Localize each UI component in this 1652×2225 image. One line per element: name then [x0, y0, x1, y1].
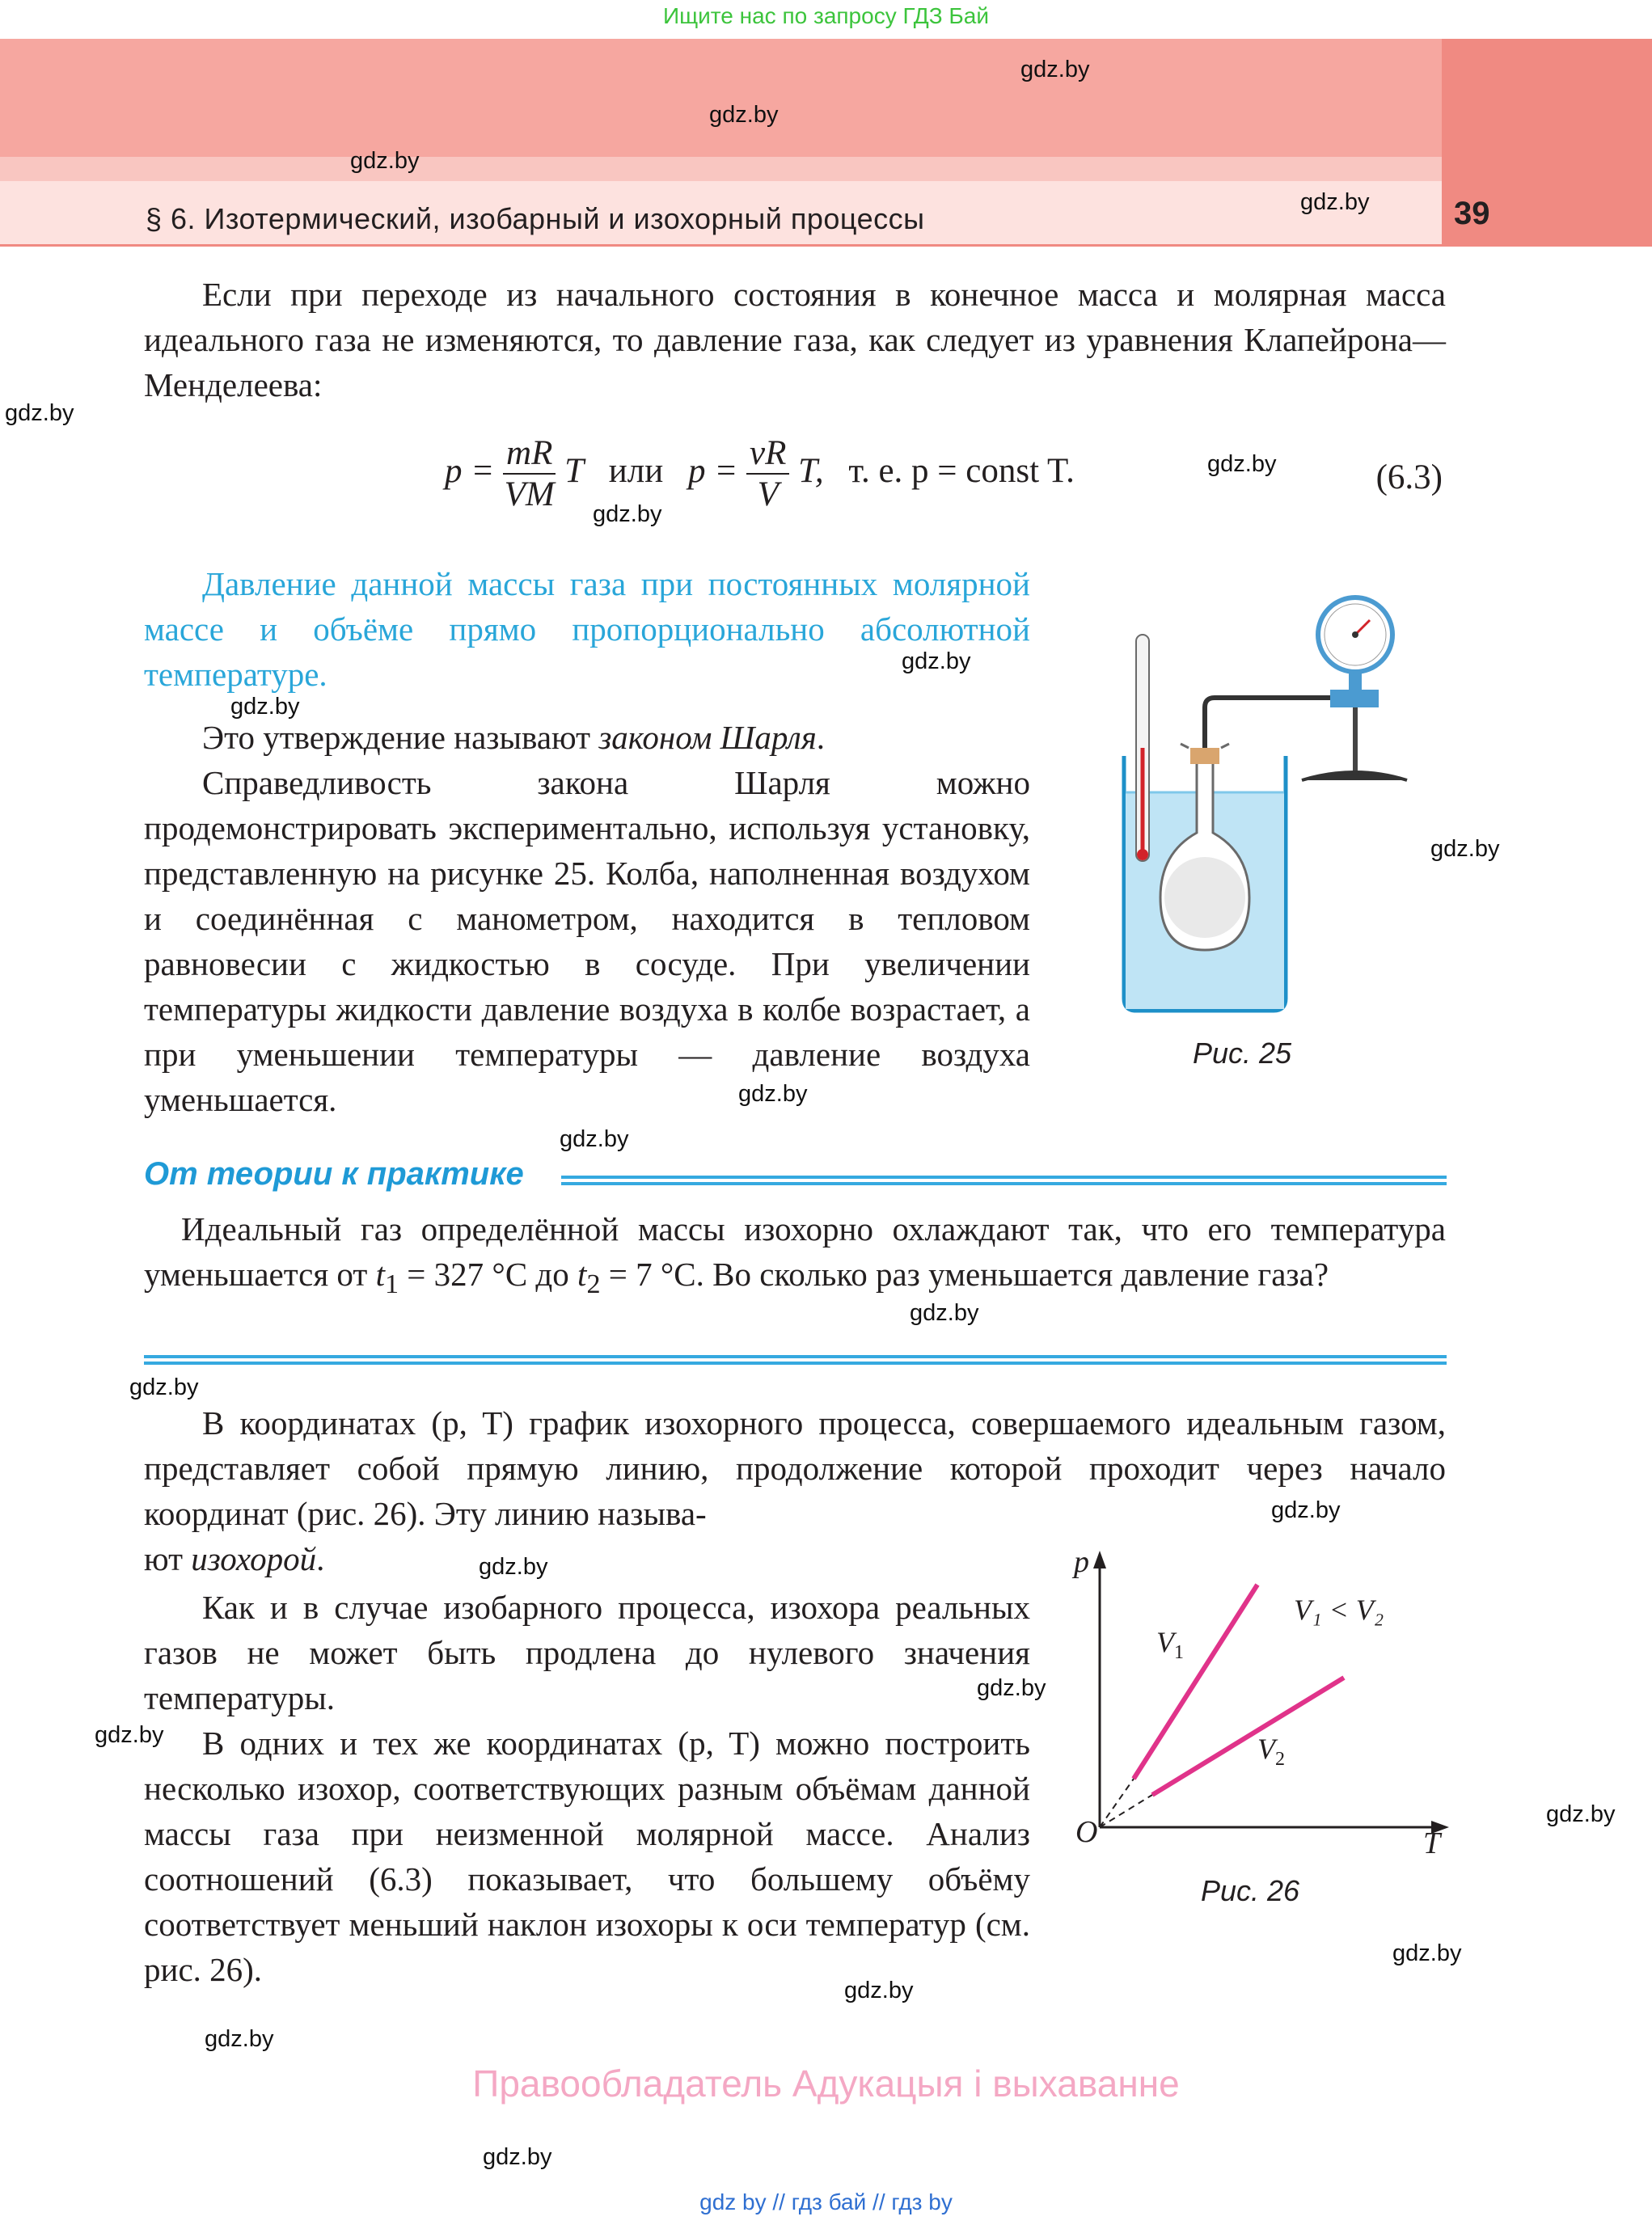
- practice-title: От теории к практике: [144, 1156, 524, 1192]
- text: ют: [144, 1540, 192, 1577]
- figure-25-caption: Рис. 25: [1193, 1037, 1292, 1070]
- fraction-mr-vm: [503, 433, 556, 514]
- isochore-term: изохорой: [191, 1540, 317, 1577]
- footer-links[interactable]: gdz by // гдз бай // гдз by: [699, 2189, 953, 2214]
- fraction-numerator: mR: [503, 433, 556, 475]
- practice-text: = 7 °С. Во сколько раз уменьшается давление газа?: [600, 1256, 1329, 1293]
- header-band: [0, 157, 1442, 181]
- page-number: 39: [1454, 196, 1490, 231]
- var-t2-sub: 2: [586, 1269, 601, 1300]
- volume-relation: V₁ < V₂: [1294, 1594, 1384, 1626]
- header-band: [0, 39, 1442, 157]
- fraction-nur-v: [746, 433, 789, 514]
- watermark: gdz.by: [1207, 451, 1277, 477]
- watermark: gdz.by: [977, 1675, 1046, 1701]
- figure-26-caption: Рис. 26: [1201, 1874, 1300, 1907]
- isochore-v2: [1152, 1678, 1344, 1795]
- intro-paragraph: Если при переходе из начального состояния в конечное масса и молярная масса идеального газа не изменяются, то давление газа, как следует из уравнения Клапейрона—Менделеева:: [144, 276, 1446, 403]
- watermark: gdz.by: [1300, 189, 1370, 215]
- var-t2: t: [577, 1256, 587, 1293]
- var-t1: t: [375, 1256, 385, 1293]
- isochore-v1: [1134, 1585, 1257, 1779]
- watermark: gdz.by: [479, 1554, 548, 1580]
- fraction-denominator: VM: [504, 475, 555, 513]
- isochore-paragraph-2: Как и в случае изобарного процесса, изохора реальных газов не может быть продлена до нулевого значения температуры.: [144, 1589, 1030, 1716]
- law-term: законом Шарля: [598, 719, 817, 756]
- practice-problem: [144, 1206, 1446, 1307]
- fraction-denominator: V: [757, 475, 779, 513]
- var-t1-sub: 1: [384, 1269, 399, 1300]
- figure-25-apparatus: [1100, 594, 1439, 1015]
- watermark: gdz.by: [709, 102, 779, 128]
- v2-label: [1257, 1732, 1285, 1771]
- watermark: gdz.by: [902, 648, 971, 674]
- law-body: Справедливость закона Шарля можно продемонстрировать экспериментально, используя установку, представленную на рисунке 25. Колба, наполненная воздухом и соединённая с манометром, находится в тепловом равновесии с жидкостью в сосуде. При увеличении температуры жидкости давление воздуха в колбе возрастает, а при уменьшении температуры — давление воздуха уменьшается.: [144, 764, 1030, 1118]
- origin-label: O: [1075, 1815, 1098, 1849]
- watermark: gdz.by: [1271, 1497, 1341, 1523]
- watermark: gdz.by: [483, 2144, 552, 2170]
- practice-rule-bottom: [144, 1355, 1447, 1365]
- isochore-paragraph-3: В одних и тех же координатах (p, T) можно построить несколько изохор, соответствующих разным объёмам данной массы газа при неизменной молярной массе. Анализ соотношений (6.3) показывает, что большему объёму соответствует меньший наклон изохоры к оси температур (см. рис. 26).: [144, 1725, 1030, 1988]
- formula-or: или: [608, 451, 664, 490]
- formula-t: T: [564, 451, 585, 490]
- watermark: gdz.by: [350, 148, 420, 174]
- v1-label: [1156, 1625, 1184, 1664]
- watermark: gdz.by: [129, 1374, 199, 1400]
- isochore-paragraph-1-tail: [144, 1536, 1030, 1581]
- v2-letter: V: [1257, 1733, 1275, 1765]
- watermark: gdz.by: [1392, 1940, 1462, 1966]
- isochore-v2-extension: [1100, 1795, 1152, 1827]
- watermark: gdz.by: [95, 1722, 164, 1748]
- axis-t-label: T: [1423, 1826, 1441, 1860]
- watermark: gdz.by: [230, 694, 300, 720]
- watermark: gdz.by: [1020, 57, 1090, 82]
- practice-text: = 327 °С до: [399, 1256, 578, 1293]
- watermark: gdz.by: [910, 1300, 979, 1326]
- isochore-paragraph-1: В координатах (p, T) график изохорного процесса, совершаемого идеальным газом, представляет собой прямую линию, продолжение которой проходит через начало координат (рис. 26). Эту линию называ-: [144, 1404, 1446, 1532]
- v1-letter: V: [1156, 1626, 1174, 1658]
- v1-sub: 1: [1174, 1642, 1184, 1664]
- header-rule: [0, 244, 1652, 247]
- watermark: gdz.by: [1430, 836, 1500, 862]
- law-name-line: [144, 715, 1030, 760]
- watermark: gdz.by: [560, 1126, 629, 1152]
- formula-lhs: p =: [445, 451, 495, 490]
- copyright-owner: Правообладатель Адукацыя і выхаванне: [472, 2062, 1180, 2105]
- law-statement: Давление данной массы газа при постоянных молярной массе и объёме прямо пропорционально абсолютной температуре.: [144, 565, 1030, 693]
- watermark: gdz.by: [738, 1081, 808, 1107]
- watermark: gdz.by: [5, 400, 74, 426]
- law-prefix: Это утверждение называют: [202, 719, 591, 756]
- figure-26-graph: [1059, 1544, 1464, 1868]
- formula-t-2: T,: [798, 451, 824, 490]
- formula-number: (6.3): [1375, 458, 1443, 496]
- v2-sub: 2: [1275, 1749, 1285, 1771]
- formula-tail: т. е. p = const T.: [848, 451, 1075, 490]
- fraction-numerator: νR: [746, 433, 789, 475]
- watermark: gdz.by: [1546, 1801, 1616, 1827]
- formula-6-3: [445, 433, 1447, 538]
- section-title: § 6. Изотермический, изобарный и изохорный процессы: [146, 202, 925, 235]
- law-suffix: .: [816, 719, 826, 756]
- watermark: gdz.by: [844, 1978, 914, 2003]
- practice-text: Идеальный газ определённой массы изохорно охлаждают так, что его температура уменьшается от: [144, 1210, 1446, 1293]
- practice-rule-top: [561, 1176, 1447, 1185]
- top-banner: Ищите нас по запросу ГДЗ Бай: [662, 3, 990, 28]
- y-axis-arrow: [1093, 1551, 1106, 1568]
- axis-p-label: p: [1074, 1545, 1089, 1579]
- watermark: gdz.by: [205, 2026, 274, 2052]
- text: .: [316, 1540, 325, 1577]
- watermark: gdz.by: [593, 501, 662, 527]
- isochore-v1-extension: [1100, 1779, 1134, 1827]
- formula-lhs-2: p =: [688, 451, 738, 490]
